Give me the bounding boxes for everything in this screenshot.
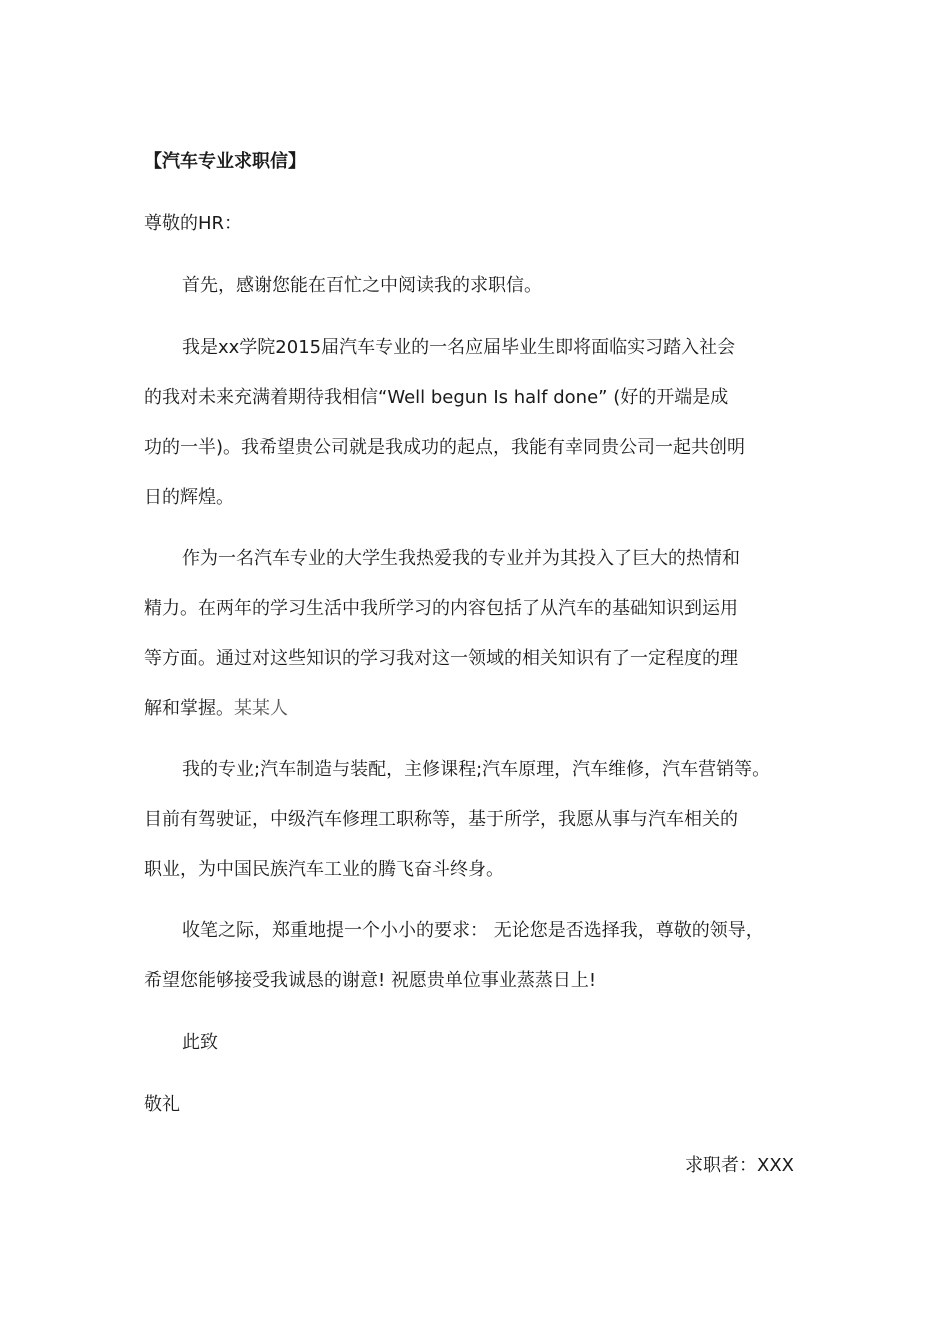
paragraph-line: 的我对未来充满着期待我相信“Well begun Is half done” (好的开端是成 — [144, 387, 729, 408]
paragraph-line: 职业，为中国民族汽车工业的腾飞奋斗终身。 — [144, 859, 504, 880]
paragraph-line: 我的专业;汽车制造与装配，主修课程;汽车原理，汽车维修，汽车营销等。 — [182, 759, 771, 780]
paragraph-line: 我是xx学院2015届汽车专业的一名应届毕业生即将面临实习踏入社会 — [182, 337, 736, 358]
paragraph-line: 作为一名汽车专业的大学生我热爱我的专业并为其投入了巨大的热情和 — [182, 548, 740, 569]
paragraph-line: 收笔之际，郑重地提一个小小的要求： 无论您是否选择我，尊敬的领导， — [182, 920, 764, 941]
paragraph-line: 等方面。通过对这些知识的学习我对这一领域的相关知识有了一定程度的理 — [144, 648, 738, 669]
inline-note: 某某人 — [234, 698, 288, 719]
paragraph-line: 功的一半)。我希望贵公司就是我成功的起点，我能有幸同贵公司一起共创明 — [144, 437, 746, 458]
letter-title: 【汽车专业求职信】 — [144, 151, 306, 172]
signature: 求职者：XXX — [685, 1155, 794, 1176]
paragraph-line: 希望您能够接受我诚恳的谢意! 祝愿贵单位事业蒸蒸日上! — [144, 970, 597, 991]
paragraph-line: 首先，感谢您能在百忙之中阅读我的求职信。 — [182, 275, 542, 296]
paragraph-line: 精力。在两年的学习生活中我所学习的内容包括了从汽车的基础知识到运用 — [144, 598, 738, 619]
paragraph-line — [144, 697, 288, 721]
closing-line: 敬礼 — [144, 1094, 180, 1115]
closing-line: 此致 — [182, 1032, 218, 1053]
paragraph-line: 日的辉煌。 — [144, 487, 234, 508]
paragraph-line: 目前有驾驶证，中级汽车修理工职称等，基于所学，我愿从事与汽车相关的 — [144, 809, 738, 830]
salutation: 尊敬的HR： — [144, 213, 243, 234]
paragraph-text: 解和掌握。 — [144, 698, 234, 719]
